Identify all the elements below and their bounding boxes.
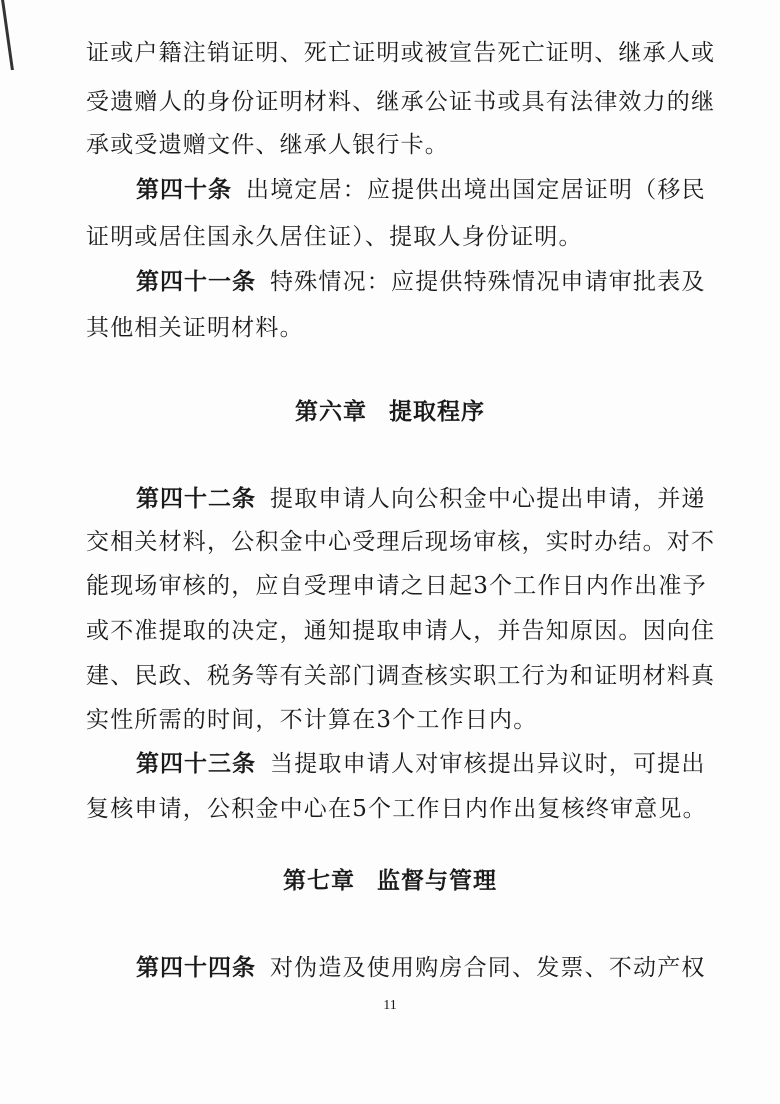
- article-text: 出境定居：应提供出境出国定居证明（移民: [246, 177, 706, 203]
- article-label: 第四十三条: [136, 751, 256, 777]
- text-line: 证明或居住国永久居住证）、提取人身份证明。: [86, 224, 583, 250]
- text-line: 其他相关证明材料。: [86, 315, 304, 341]
- article-text: 提取申请人向公积金中心提出申请，并递: [270, 486, 706, 512]
- article-text: 当提取申请人对审核提出异议时，可提出: [270, 751, 706, 777]
- article-text: 对伪造及使用购房合同、发票、不动产权: [270, 955, 706, 981]
- article-label: 第四十条: [136, 177, 232, 203]
- article-41: [136, 267, 706, 297]
- article-43: [136, 749, 706, 779]
- chapter-7-heading: [0, 866, 780, 896]
- article-label: 第四十四条: [136, 955, 256, 981]
- text-line: 证或户籍注销证明、死亡证明或被宣告死亡证明、继承人或: [86, 40, 716, 66]
- article-text: 特殊情况：应提供特殊情况申请审批表及: [270, 269, 706, 295]
- chapter-number: 第七章: [283, 868, 355, 894]
- text-line: 建、民政、税务等有关部门调查核实职工行为和证明材料真: [86, 663, 716, 689]
- text-line: 承或受遗赠文件、继承人银行卡。: [86, 132, 449, 158]
- article-label: 第四十一条: [136, 269, 256, 295]
- text-line: 实性所需的时间，不计算在3个工作日内。: [86, 707, 538, 733]
- article-40: [136, 175, 706, 205]
- text-line: 能现场审核的，应自受理申请之日起3个工作日内作出准予: [86, 573, 707, 599]
- article-44: [136, 953, 706, 983]
- text-line: 受遗赠人的身份证明材料、继承公证书或具有法律效力的继: [86, 89, 716, 115]
- text-line: 交相关材料，公积金中心受理后现场审核，实时办结。对不: [86, 529, 716, 555]
- page-number: 11: [383, 998, 397, 1013]
- chapter-number: 第六章: [295, 399, 367, 425]
- article-42: [136, 484, 706, 514]
- chapter-title: 提取程序: [389, 399, 485, 425]
- scan-edge-mark: [1, 0, 26, 70]
- chapter-title: 监督与管理: [377, 868, 497, 894]
- text-line: 复核申请，公积金中心在5个工作日内作出复核终审意见。: [86, 796, 707, 822]
- text-line: 或不准提取的决定，通知提取申请人，并告知原因。因向住: [86, 618, 716, 644]
- chapter-6-heading: [0, 397, 780, 427]
- article-label: 第四十二条: [136, 486, 256, 512]
